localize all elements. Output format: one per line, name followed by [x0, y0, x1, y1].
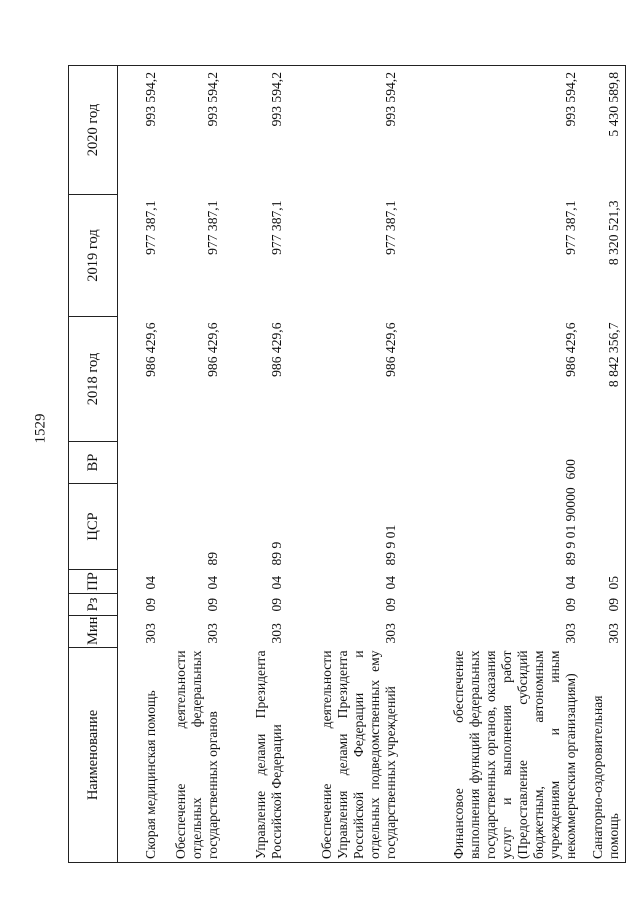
row-pr: 04	[204, 575, 220, 590]
table-row	[224, 66, 288, 863]
row-2020: 993 594,2	[162, 66, 224, 195]
header-pr: ПР	[69, 570, 118, 594]
row-2018: 986 429,6	[142, 322, 158, 377]
row-pr: 04	[562, 575, 578, 590]
header-2019: 2019 год	[69, 195, 118, 317]
budget-table	[68, 65, 626, 863]
row-csr: 89 9	[268, 541, 284, 566]
row-vr	[224, 442, 288, 484]
row-2018: 986 429,6	[562, 322, 578, 377]
row-min: 303	[142, 623, 158, 644]
row-2020: 993 594,2	[402, 66, 582, 195]
row-rz: 09	[382, 597, 398, 612]
row-name: Финансовое обеспечение выполнения функций федеральных государственных органов, оказания услуг и выполнения работ (Предоставление субсидий бюджетным, автономным учреждениям и иным некоммерческим организациям)	[402, 648, 582, 863]
header-2020: 2020 год	[69, 66, 118, 195]
row-csr: 89	[204, 551, 220, 566]
row-vr	[162, 442, 224, 484]
header-min: Мин	[69, 616, 118, 648]
table-row	[402, 66, 582, 863]
row-rz: 09	[582, 594, 626, 616]
row-pr: 04	[268, 575, 284, 590]
row-rz: 09	[204, 597, 220, 612]
row-2019: 8 320 521,3	[582, 195, 626, 317]
page-number: 1529	[32, 413, 49, 444]
row-2018: 986 429,6	[382, 322, 398, 377]
row-name: Управление делами Президента Российской Федерации	[224, 648, 288, 863]
row-min: 303	[382, 623, 398, 644]
row-2018: 986 429,6	[204, 322, 220, 377]
row-pr: 04	[142, 575, 158, 590]
row-2018: 8 842 356,7	[582, 317, 626, 442]
header-name: Наименование	[69, 648, 118, 863]
row-rz: 09	[268, 597, 284, 612]
row-csr: 89 9 01	[382, 524, 398, 566]
row-2020: 993 594,2	[224, 66, 288, 195]
header-rz: Рз	[69, 594, 118, 616]
row-vr: 600	[562, 459, 578, 480]
row-2020: 5 430 589,8	[582, 66, 626, 195]
row-2019: 977 387,1	[204, 200, 220, 255]
row-min: 303	[582, 616, 626, 648]
row-2020: 993 594,2	[118, 66, 162, 195]
header-vr: ВР	[69, 442, 118, 484]
row-name: Санаторно-оздоровительная помощь	[582, 648, 626, 863]
row-min: 303	[268, 623, 284, 644]
row-rz: 09	[562, 597, 578, 612]
row-min: 303	[204, 623, 220, 644]
row-name: Скорая медицинская помощь	[118, 648, 162, 863]
row-vr	[288, 442, 402, 484]
header-csr: ЦСР	[69, 484, 118, 570]
row-vr	[582, 442, 626, 484]
row-2020: 993 594,2	[288, 66, 402, 195]
row-rz: 09	[142, 597, 158, 612]
row-csr	[118, 484, 162, 570]
row-2019: 977 387,1	[268, 200, 284, 255]
row-name: Обеспечение деятельности отдельных федеральных государственных органов	[162, 648, 224, 863]
row-2018: 986 429,6	[268, 322, 284, 377]
row-vr	[118, 442, 162, 484]
row-pr: 05	[582, 570, 626, 594]
rotated-page-content	[68, 66, 632, 863]
table-header-row	[69, 66, 118, 863]
row-name: Обеспечение деятельности Управления делами Президента Российской Федерации и отдельных подведомственных ему государственных учреждений	[288, 648, 402, 863]
header-2018: 2018 год	[69, 317, 118, 442]
row-pr: 04	[382, 575, 398, 590]
row-csr	[582, 484, 626, 570]
row-csr: 89 9 01 90000	[562, 487, 578, 566]
row-2019: 977 387,1	[142, 200, 158, 255]
row-min: 303	[562, 623, 578, 644]
table-row	[288, 66, 402, 863]
row-2019: 977 387,1	[562, 200, 578, 255]
table-row	[118, 66, 162, 863]
table-row	[162, 66, 224, 863]
row-2019: 977 387,1	[382, 200, 398, 255]
table-row	[582, 66, 626, 863]
